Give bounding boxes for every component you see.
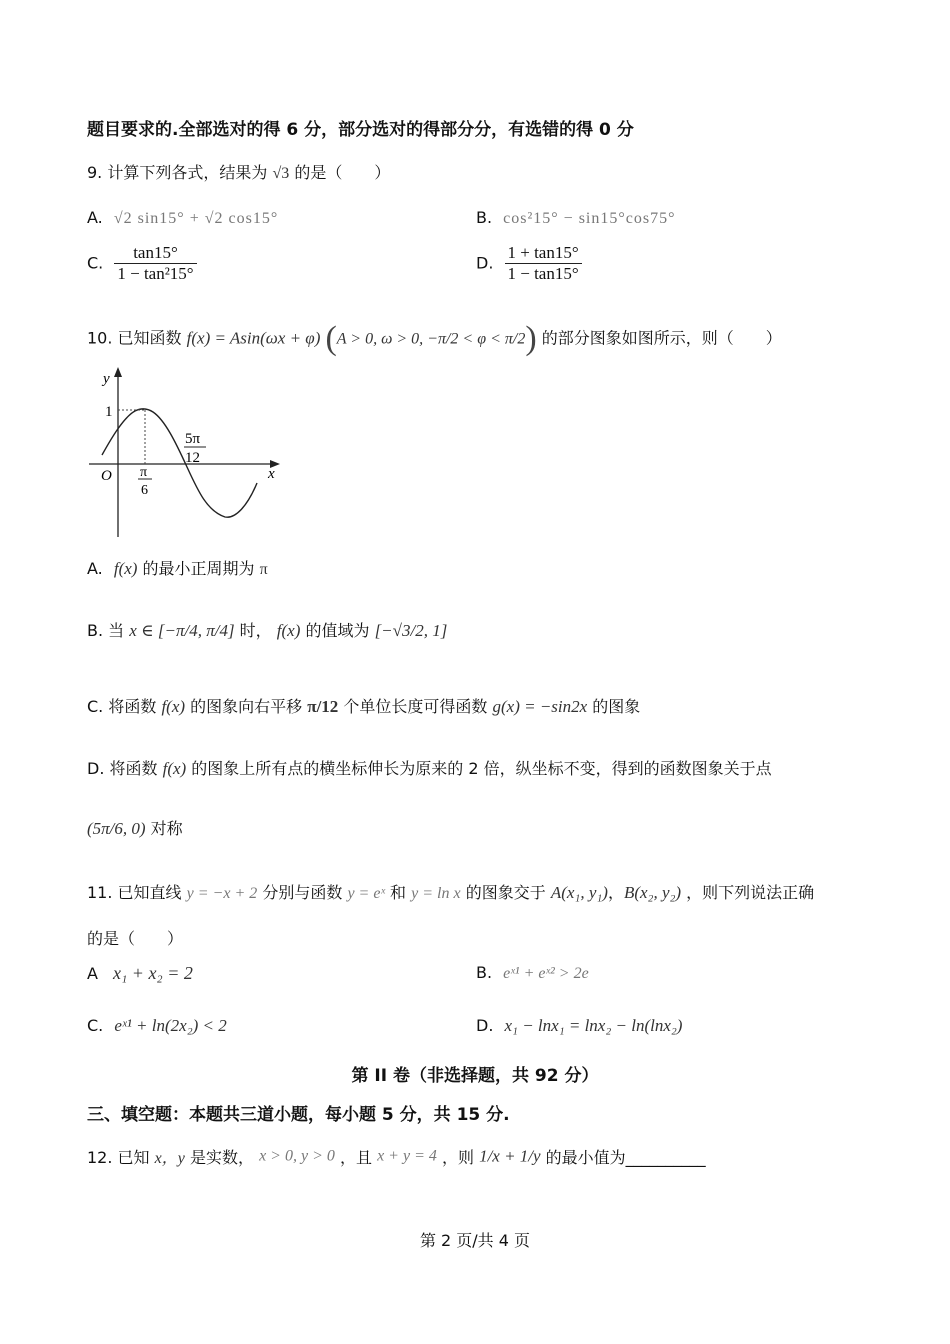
q9-option-a-label: A.: [87, 208, 103, 227]
q10-option-c-text: 的图象向右平移: [190, 697, 303, 716]
tick-pi-6-num: π: [140, 465, 148, 480]
origin-label: O: [101, 468, 112, 484]
section-intro: 题目要求的.全部选对的得 6 分，部分选对的得部分分，有选错的得 0 分: [87, 120, 634, 140]
q9-option-d-label: D.: [476, 253, 494, 273]
q9-option-a: [87, 208, 278, 228]
q9-option-c-denominator: 1 − tan²15°: [117, 263, 194, 283]
q9-option-d: [476, 243, 582, 283]
q10-option-c-label: C. 将函数: [87, 697, 157, 716]
q11-option-b: [476, 963, 589, 983]
q10-option-d-point: (5π/6, 0): [87, 819, 146, 838]
q9-option-d-fraction: [505, 243, 582, 283]
q11-option-d: [476, 1016, 682, 1036]
section-3-title: 三、填空题：本题共三道小题，每小题 5 分，共 15 分.: [87, 1105, 510, 1125]
q10-option-c: [87, 694, 640, 717]
y-label: y: [103, 371, 110, 387]
section-2-title: 第 II 卷（非选择题，共 92 分）: [351, 1066, 599, 1086]
q11-stem-text: 11. 已知直线: [87, 883, 182, 902]
tick-5pi-12-num: 5π: [185, 431, 201, 447]
q9-option-d-numerator: 1 + tan15°: [505, 243, 582, 264]
q10-option-d-label: D. 将函数: [87, 759, 158, 778]
q12-expression: 1/x + 1/y: [479, 1146, 541, 1166]
q9-option-c-label: C.: [87, 253, 104, 273]
q10-option-b-text2: 的值域为: [305, 621, 370, 640]
q10-stem: 10. 已知函数 f(x) = Asin(ωx + φ) (A > 0, ω > 0, −π/2 < φ < π/2) 的部分图象如图所示，则（ ）: [87, 320, 782, 357]
q11-stem: [87, 880, 814, 903]
q10-option-c-gx: g(x) = −sin2x: [492, 697, 588, 716]
q10-option-b-expr: f(x): [276, 621, 301, 640]
q9-option-b-label: B.: [476, 208, 493, 227]
q11-point-a: A(x₁, y₁): [550, 883, 608, 902]
q11-option-c-expr: eˣ¹ + ln(2x₂) < 2: [114, 1016, 227, 1035]
q10-option-d: [87, 756, 772, 779]
q11-stem-t5: ，则下列说法正确: [686, 883, 815, 902]
q11-stem-line2: 的是（ ）: [87, 929, 184, 948]
q10-option-b: [87, 618, 447, 641]
q12-stem-t2: ，且: [339, 1148, 372, 1167]
q10-stem-tail: 的部分图象如图所示，则（ ）: [541, 328, 782, 348]
q11-option-d-label: D.: [476, 1016, 494, 1035]
q10-option-a-label: A.: [87, 559, 103, 578]
q11-line: y = −x + 2: [186, 885, 258, 902]
q11-option-b-label: B.: [476, 963, 493, 982]
q11-stem-t2: 和: [390, 883, 407, 902]
q11-option-a-expr: x₁ + x₂ = 2: [113, 963, 193, 983]
q10-option-c-text2: 个单位长度可得函数: [343, 697, 488, 716]
q9-option-b-expr: cos²15° − sin15°cos75°: [503, 210, 676, 227]
q9-stem: [87, 160, 390, 183]
q11-point-b: B(x₂, y₂): [623, 883, 682, 902]
q10-option-a-text: 的最小正周期为: [142, 559, 255, 578]
q10-option-a: [87, 556, 268, 579]
x-label: x: [268, 466, 275, 482]
q10-sine-graph: [85, 365, 285, 540]
q10-option-d-text: 的图象上所有点的横坐标伸长为原来的 2 倍，纵坐标不变，得到的函数图象关于点: [191, 759, 772, 778]
q10-function: f(x) = Asin(ωx + φ): [186, 328, 321, 348]
q12-stem: [87, 1145, 706, 1168]
q10-option-b-interval: x ∈ [−π/4, π/4]: [129, 621, 235, 640]
q10-option-d-text2: 对称: [150, 819, 183, 838]
q10-option-a-expr: f(x): [113, 559, 138, 578]
q11-option-a: [87, 963, 193, 984]
q12-stem-t3: ，则: [441, 1148, 474, 1167]
q9-stem-text: 9. 计算下列各式，结果为: [87, 163, 268, 182]
q9-option-c-fraction: [114, 243, 196, 283]
q10-option-c-shift: π/12: [307, 697, 339, 716]
q11-stem-t1: 分别与函数: [262, 883, 343, 902]
q12-vars: x，y: [154, 1150, 185, 1167]
q11-func-ln: y = ln x: [411, 885, 461, 902]
q10-condition: A > 0, ω > 0, −π/2 < φ < π/2: [336, 330, 526, 348]
q10-option-d-line2: [87, 816, 183, 839]
q12-stem-t1: 是实数，: [189, 1148, 254, 1167]
q11-func-exp: y = eˣ: [347, 885, 385, 902]
q12-stem-text: 12. 已知: [87, 1148, 150, 1167]
q11-option-c: [87, 1016, 227, 1036]
q11-option-d-expr: x₁ − lnx₁ = lnx₂ − ln(lnx₂): [504, 1016, 683, 1035]
sine-curve: [102, 409, 257, 517]
q9-option-c-numerator: tan15°: [114, 243, 196, 264]
q11-option-b-expr: eˣ¹ + eˣ² > 2e: [503, 965, 589, 982]
q9-option-a-expr: √2 sin15° + √2 cos15°: [113, 210, 279, 227]
q9-stem-tail: 的是（ ）: [294, 163, 391, 182]
q11-stem-t3: 的图象交于: [465, 883, 546, 902]
q9-option-c: [87, 243, 197, 283]
tick-pi-6-den: 6: [141, 483, 148, 498]
q11-option-a-label: A: [87, 964, 98, 983]
q9-option-d-denominator: 1 − tan15°: [507, 263, 579, 283]
tick-5pi-12-den: 12: [185, 450, 200, 466]
y-axis-arrow-icon: [114, 367, 122, 377]
max-value-label: 1: [105, 404, 113, 420]
q10-option-d-expr: f(x): [162, 759, 187, 778]
q12-equation: x + y = 4: [377, 1147, 437, 1165]
q9-stem-expr: √3: [272, 165, 290, 182]
q12-answer-blank: 的最小值为__________: [545, 1148, 706, 1167]
q10-option-b-range: [−√3/2, 1]: [374, 621, 448, 640]
q11-option-c-label: C.: [87, 1016, 104, 1035]
q10-stem-text: 10. 已知函数: [87, 328, 182, 348]
q11-stem-t4: ，: [607, 883, 624, 902]
q10-option-b-label: B. 当: [87, 621, 125, 640]
q10-option-c-expr: f(x): [161, 697, 186, 716]
q10-option-c-text3: 的图象: [592, 697, 641, 716]
q10-option-a-value: π: [259, 561, 268, 578]
q12-condition: x > 0, y > 0: [259, 1147, 335, 1165]
q9-option-b: [476, 208, 676, 228]
page-footer: 第 2 页/共 4 页: [419, 1231, 531, 1250]
q10-option-b-text: 时，: [239, 621, 272, 640]
